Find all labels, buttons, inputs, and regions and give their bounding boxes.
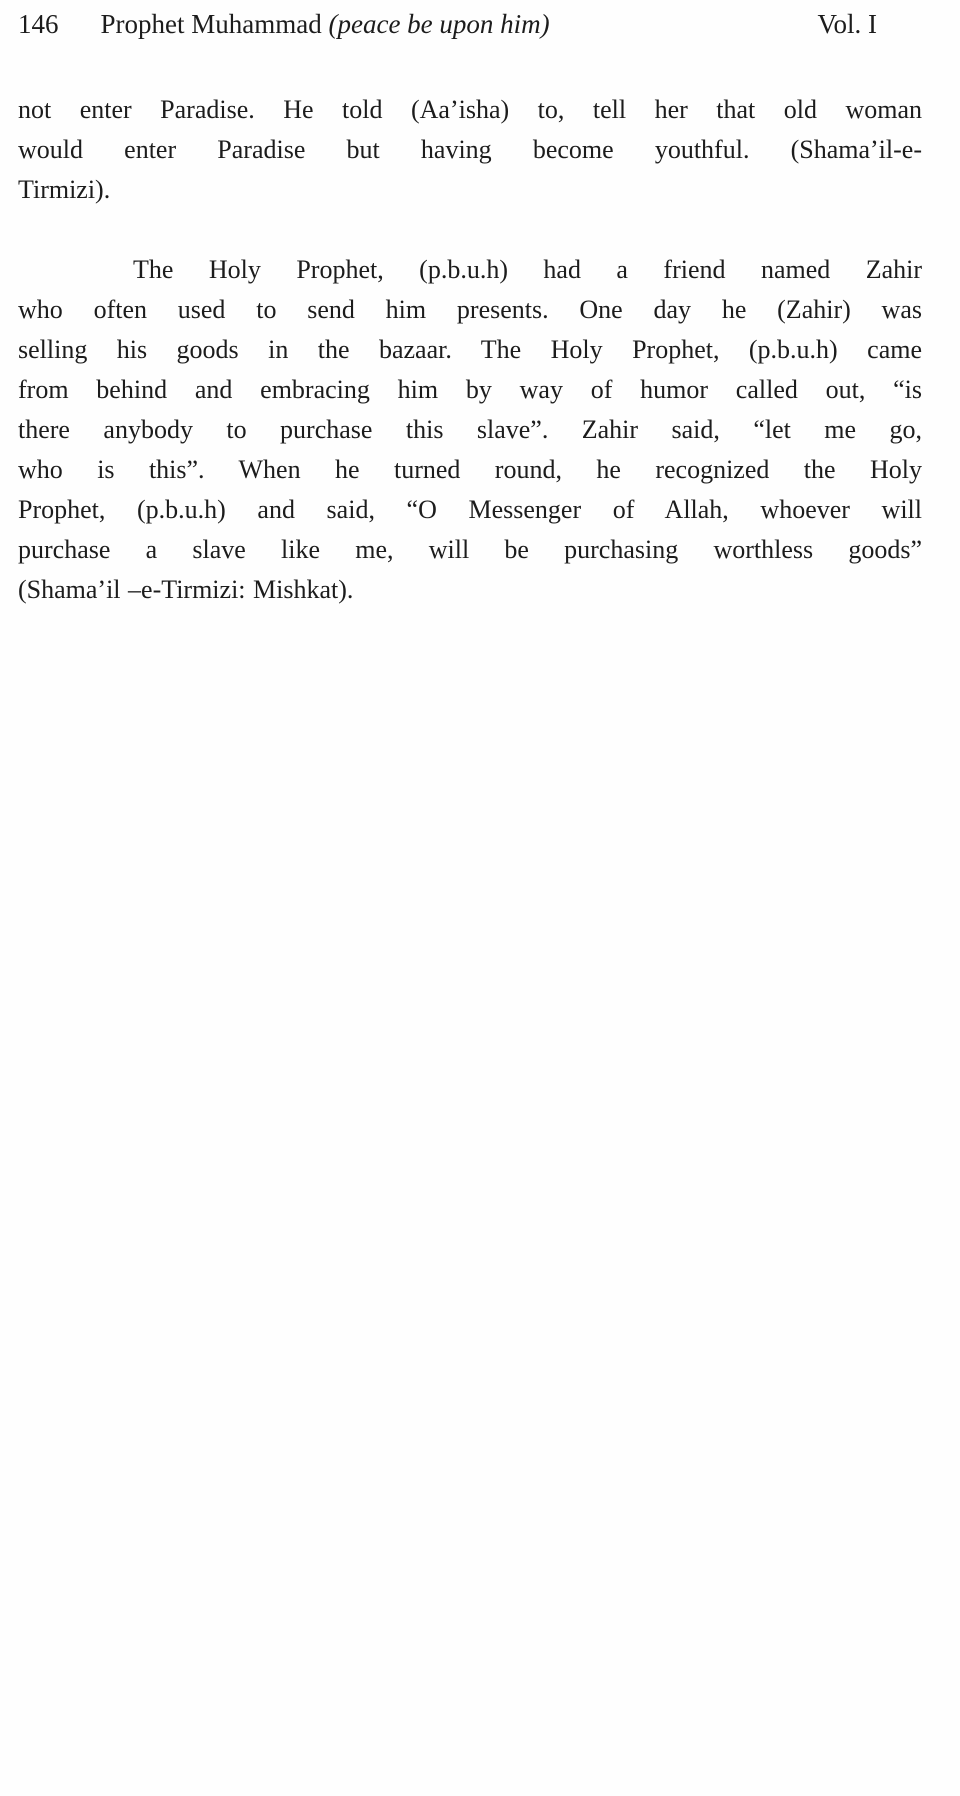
book-title-italic: (peace be upon him) [328,9,550,39]
text-line: from behind and embracing him by way of humor called out, “is [18,375,922,404]
book-title-regular: Prophet Muhammad [100,9,329,39]
paragraph [18,90,922,210]
text-line: (Shama’il –e-Tirmizi: Mishkat). [18,575,354,604]
body-text [18,90,922,610]
text-line: The Holy Prophet, (p.b.u.h) had a friend named Zahir [133,255,922,284]
volume-label: Vol. I [817,9,877,39]
text-line: Tirmizi). [18,175,111,204]
text-line: not enter Paradise. He told (Aa’isha) to, tell her that old woman [18,95,922,124]
page-header [18,4,922,44]
text-line: selling his goods in the bazaar. The Holy Prophet, (p.b.u.h) came [18,335,922,364]
text-line: purchase a slave like me, will be purchasing worthless goods” [18,535,922,564]
text-line: who often used to send him presents. One day he (Zahir) was [18,295,922,324]
book-title [101,4,550,44]
text-line: who is this”. When he turned round, he recognized the Holy [18,455,922,484]
text-line: there anybody to purchase this slave”. Zahir said, “let me go, [18,415,922,444]
text-line: would enter Paradise but having become youthful. (Shama’il-e- [18,135,922,164]
text-line: Prophet, (p.b.u.h) and said, “O Messenger of Allah, whoever will [18,495,922,524]
page-number: 146 [18,9,59,39]
paragraph [18,250,922,610]
